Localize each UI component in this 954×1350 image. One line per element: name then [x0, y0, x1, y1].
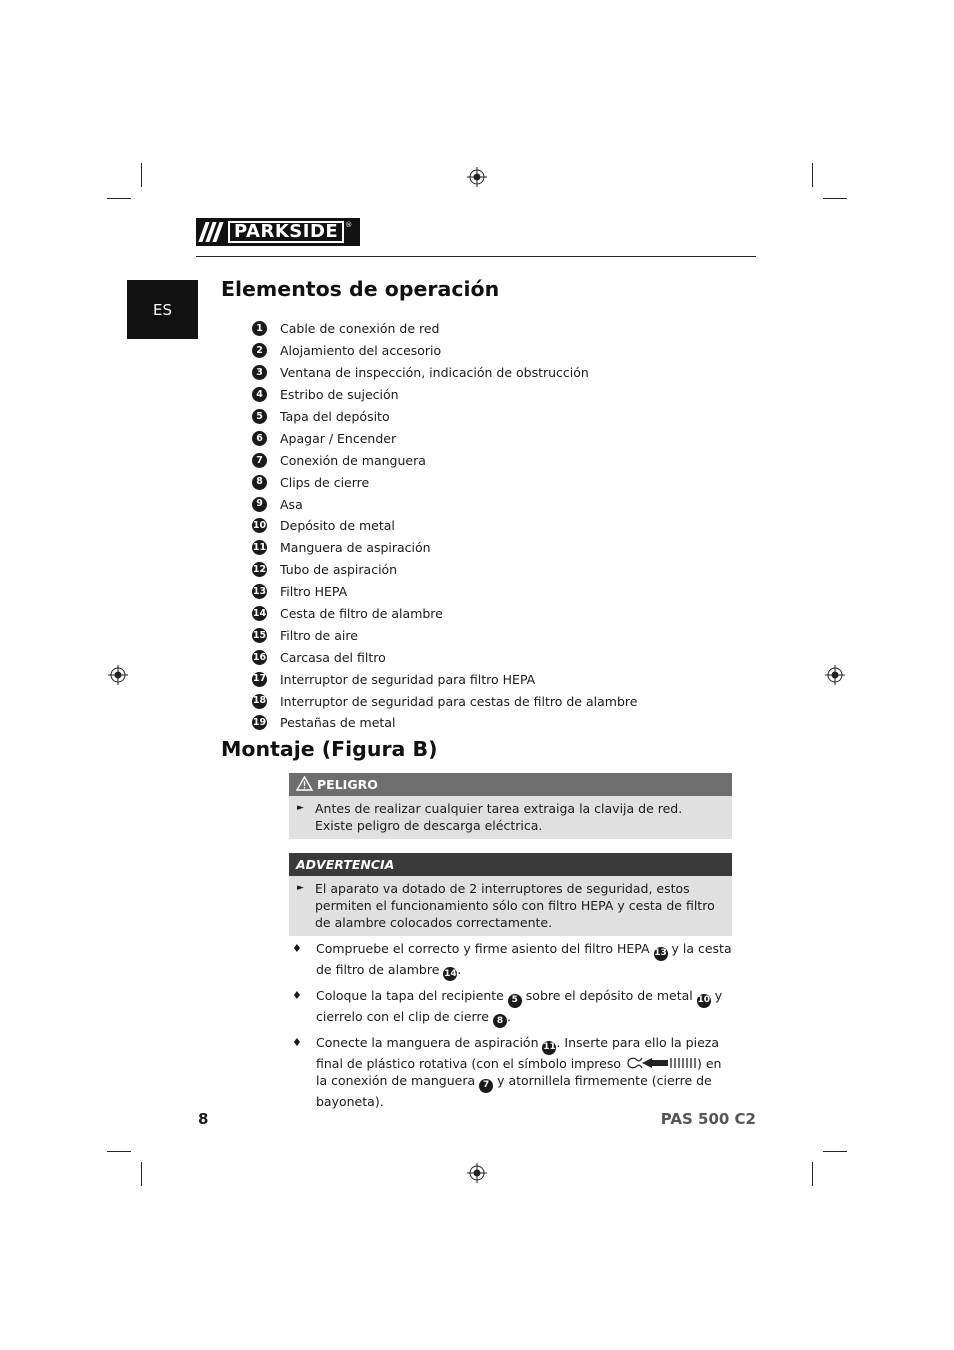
item-number: 8 [252, 475, 267, 490]
list-item [252, 646, 637, 668]
item-label: Asa [280, 496, 303, 512]
logo-wordmark: PARKSIDE [228, 221, 344, 243]
section-title-operation-elements: Elementos de operación [221, 277, 500, 301]
item-label: Alojamiento del accesorio [280, 343, 442, 359]
item-label: Cable de conexión de red [280, 321, 440, 337]
item-label: Estribo de sujeción [280, 387, 399, 403]
ref-number: 10 [697, 994, 711, 1008]
step-text: Coloque la tapa del recipiente 5 sobre el depósito de metal 10 y cierrelo con el clip de cierre 8 . [316, 987, 734, 1028]
warning-body [289, 876, 732, 936]
list-item [252, 581, 637, 603]
warning-label: ADVERTENCIA [296, 857, 395, 872]
diamond-bullet-icon: ♦ [292, 1036, 302, 1049]
item-label: Tubo de aspiración [280, 562, 398, 578]
item-number: 18 [252, 694, 267, 709]
item-number: 17 [252, 672, 267, 687]
crop-mark [812, 163, 813, 187]
arrow-bullet-icon: ► [297, 883, 304, 893]
item-number: 15 [252, 628, 267, 643]
list-item [252, 712, 637, 734]
header-rule [196, 256, 756, 257]
list-item [252, 624, 637, 646]
arrow-bullet-icon: ► [297, 803, 304, 813]
list-item [252, 515, 637, 537]
list-item [252, 384, 637, 406]
logo-slashes-icon [196, 218, 226, 246]
danger-body [289, 796, 732, 839]
item-number: 5 [252, 409, 267, 424]
item-number: 4 [252, 387, 267, 402]
language-tab: ES [127, 280, 198, 339]
item-number: 9 [252, 497, 267, 512]
crop-mark [107, 1151, 131, 1152]
ref-number: 7 [479, 1079, 493, 1093]
danger-header [289, 773, 732, 796]
registration-mark-icon [825, 665, 845, 685]
assembly-steps [292, 940, 734, 1117]
list-item [252, 559, 637, 581]
list-item [252, 340, 637, 362]
step-text: Conecte la manguera de aspiración 11. Inserte para ello la pieza final de plástico rotativa (con el símbolo impreso ) en la conexión de manguera 7 y atornillela firmemente (cierre de bayoneta). [316, 1035, 722, 1109]
step-text: Compruebe el correcto y firme asiento del filtro HEPA 13 y la cesta de filtro de alambre 14. [316, 940, 734, 981]
list-item [252, 449, 637, 471]
ref-number: 13 [654, 947, 668, 961]
item-label: Cesta de filtro de alambre [280, 606, 443, 622]
parkside-logo [196, 218, 360, 246]
item-label: Tapa del depósito [280, 409, 390, 424]
logo-registered-mark: ® [345, 221, 353, 229]
item-label: Interruptor de seguridad para cestas de filtro de alambre [280, 693, 638, 709]
crop-mark [141, 1162, 142, 1186]
item-number: 12 [252, 562, 267, 577]
item-label: Pestañas de metal [280, 715, 396, 731]
item-number: 19 [252, 715, 267, 730]
item-number: 10 [252, 518, 267, 533]
list-item [292, 940, 734, 981]
item-label: Clips de cierre [280, 474, 370, 490]
item-number: 13 [252, 584, 267, 599]
crop-mark [823, 1151, 847, 1152]
item-label: Conexión de manguera [280, 452, 426, 468]
diamond-bullet-icon: ♦ [292, 989, 302, 1002]
item-number: 3 [252, 365, 267, 380]
warning-text: El aparato va dotado de 2 interruptores de seguridad, estos permiten el funcionamiento sólo con filtro HEPA y cesta de filtro de alambre colocados correctamente. [315, 881, 715, 930]
danger-text: Antes de realizar cualquier tarea extraiga la clavija de red. Existe peligro de descarga eléctrica. [315, 801, 683, 833]
list-item [252, 493, 637, 515]
list-item [252, 406, 637, 428]
crop-mark [823, 198, 847, 199]
ref-number: 14 [443, 967, 457, 981]
page-number: 8 [198, 1110, 209, 1128]
item-label: Apagar / Encender [280, 430, 397, 446]
parts-list [252, 318, 637, 734]
list-item [252, 690, 637, 712]
danger-label: PELIGRO [317, 777, 378, 792]
section-title-assembly: Montaje (Figura B) [221, 737, 438, 761]
warning-triangle-icon [296, 776, 313, 791]
crop-mark [812, 1162, 813, 1186]
item-label: Manguera de aspiración [280, 540, 431, 556]
list-item [252, 603, 637, 625]
item-label: Carcasa del filtro [280, 649, 386, 665]
list-item [252, 427, 637, 449]
registration-mark-icon [467, 167, 487, 187]
item-number: 1 [252, 321, 267, 336]
item-number: 16 [252, 650, 267, 665]
ref-number: 8 [493, 1014, 507, 1028]
item-label: Filtro HEPA [280, 584, 348, 600]
item-label: Depósito de metal [280, 518, 395, 534]
model-number: PAS 500 C2 [660, 1110, 756, 1128]
item-label: Filtro de aire [280, 627, 358, 643]
ref-number: 11 [542, 1041, 556, 1055]
list-item [252, 537, 637, 559]
list-item [292, 1034, 734, 1111]
registration-mark-icon [108, 665, 128, 685]
item-label: Ventana de inspección, indicación de obstrucción [280, 365, 589, 381]
ref-number: 5 [508, 994, 522, 1008]
list-item [252, 362, 637, 384]
crop-mark [141, 163, 142, 187]
warning-box [289, 853, 732, 936]
list-item [252, 471, 637, 493]
registration-mark-icon [467, 1163, 487, 1183]
item-number: 2 [252, 343, 267, 358]
warning-header [289, 853, 732, 876]
diamond-bullet-icon: ♦ [292, 942, 302, 955]
item-number: 6 [252, 431, 267, 446]
crop-mark [107, 198, 131, 199]
list-item [252, 318, 637, 340]
list-item [292, 987, 734, 1028]
list-item [252, 668, 637, 690]
hose-bayonet-icon [625, 1055, 697, 1071]
item-number: 14 [252, 606, 267, 621]
item-label: Interruptor de seguridad para filtro HEPA [280, 671, 536, 687]
danger-box [289, 773, 732, 839]
item-number: 11 [252, 540, 267, 555]
item-number: 7 [252, 453, 267, 468]
